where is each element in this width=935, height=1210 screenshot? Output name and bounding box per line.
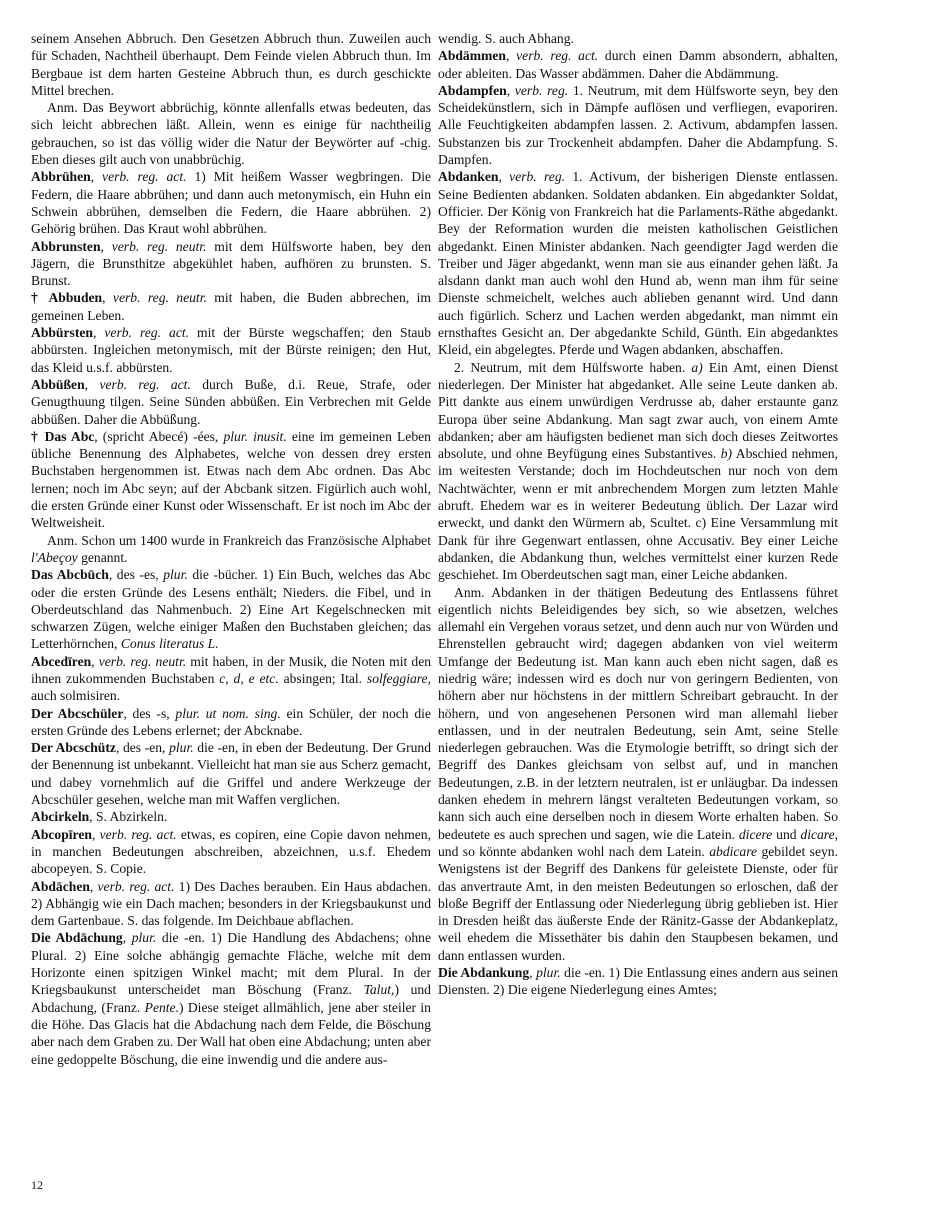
headword: Abdāchen — [31, 878, 90, 894]
entry-text: die -en, in eben der Bedeutung. Der Grund der Benennung ist unbekannt. Vielleicht hat man sie aus Scherz gemacht, und dabey vornehmlich auf die Griffel und andere Werkzeuge der Abcschüler gesehen, welche man mit Waffen verglichen. — [31, 740, 431, 808]
italic-text: plur. — [163, 567, 188, 583]
dictionary-entry — [31, 929, 431, 1067]
italic-text: verb. reg. act. — [99, 826, 177, 842]
italic-text: verb. reg. neutr. — [111, 238, 207, 254]
entry-text: , — [506, 82, 515, 98]
entry-text: , (spricht Abecé) -ées, — [94, 428, 224, 444]
entry-text: 1) Mit heißem Wasser wegbringen. Die Federn, die Haare abbrühen; und dann auch metonymisch, ein Huhn ein Schwein abbrühen, demselben die Federn, die Haare abbrühen. 2) Gehörig brühen. Das Kraut wohl abbrühen. — [31, 169, 432, 237]
right-column — [438, 30, 838, 999]
dictionary-entry — [31, 428, 431, 532]
entry-text: , — [91, 826, 100, 842]
dictionary-entry — [31, 878, 431, 930]
entry-text: ein Schüler, der noch die ersten Gründe des Lebens erlernet; der Abcknabe. — [31, 705, 431, 738]
headword: Abbürsten — [31, 325, 93, 341]
note-paragraph — [438, 584, 838, 965]
italic-text: verb. reg. act. — [99, 376, 191, 392]
entry-text: etwas, es copiren, eine Copie davon nehmen, in manchen Bedeutungen abschreiben, abzeichnen, u.s.f. Ehedem abcopeyen. S. Copie. — [31, 826, 432, 877]
dictionary-entry — [31, 653, 431, 705]
entry-text: , des -en, — [115, 740, 170, 756]
italic-text: verb. reg. act. — [516, 48, 599, 64]
dictionary-entry — [31, 808, 431, 825]
headword: † Das Abc — [31, 428, 95, 444]
entry-text: ) und Abdachung, (Franz. — [31, 982, 431, 1015]
headword: Der Abcschüler — [31, 705, 124, 721]
entry-text: , S. Abzirkeln. — [89, 809, 168, 825]
headword: Die Abdāchung — [31, 930, 123, 946]
dictionary-entry — [31, 376, 431, 428]
entry-text: genannt. — [77, 549, 128, 565]
entry-text: und so könnte abdanken wohl nach dem Latein. — [438, 843, 710, 859]
headword: Abdampfen — [438, 82, 507, 98]
entry-text: mit der Bürste wegschaffen; den Staub abbürsten. Ingleichen metonymisch, mit der Bürste reinigen; den Hut, das Kleid u.s.f. abbürsten. — [31, 325, 431, 375]
note-paragraph — [31, 99, 431, 168]
headword: Abcopīren — [31, 826, 92, 842]
entry-text: , — [84, 376, 100, 392]
entry-text: durch einen Damm absondern, abhalten, oder ableiten. Das Wasser abdämmen. Daher die Abdämmung. — [438, 48, 838, 81]
italic-text: solfeggiare, — [366, 670, 431, 686]
italic-text: verb. reg. act. — [104, 325, 190, 341]
italic-text: b) — [720, 446, 733, 462]
entry-text: gebildet seyn. Wenigstens ist der Begriff des Dankens für geleistete Dienste, oder für das anvertraute Amt, in den meisten Bedeutungen so erloschen, daß der bloße Begriff der Entlassung oder Niederlegung übrig geblieben ist. Hier in Dresden heißt das äußerste Ende der Ränitz-Gasse der Abdankeplatz, weil ehedem die Missethäter bis dahin den Staupbesen bekamen, und dann entlassen wurden. — [438, 843, 838, 963]
entry-text: , — [102, 290, 113, 306]
italic-text: a) — [691, 359, 703, 375]
dictionary-entry — [31, 238, 431, 290]
entry-text: , — [498, 169, 510, 185]
italic-text: verb. reg. — [514, 82, 569, 98]
entry-text: und — [772, 826, 801, 842]
entry-text: die -en. 1) Die Entlassung eines andern aus seinen Diensten. 2) Die eigene Niederlegung eines Amtes; — [438, 965, 839, 998]
entry-text: die -en. 1) Die Handlung des Abdachens; ohne Plural. 2) Eine solche abhängig gemachte Fläche, welche mit dem Horizonte einen spitzigen Winkel macht; mit dem Plural. In der Kriegsbaukunst unterscheidet man Böschung (Franz. — [31, 930, 431, 998]
dictionary-entry — [438, 964, 838, 999]
headword: Die Abdankung — [438, 965, 530, 981]
entry-text: auch solmisiren. — [31, 688, 121, 704]
entry-text: , — [92, 325, 105, 341]
italic-text: verb. reg. — [509, 169, 566, 185]
dictionary-entry — [438, 47, 838, 82]
italic-text: verb. reg. neutr. — [98, 653, 187, 669]
entry-text: mit haben, in der Musik, die Noten mit den ihnen zukommenden Buchstaben — [31, 653, 432, 686]
headword: Abdämmen — [438, 48, 506, 64]
entry-text: , — [89, 878, 98, 894]
headword: Abbrunsten — [31, 238, 101, 254]
entry-text: 1. Neutrum, mit dem Hülfsworte seyn, bey den Scheidekünstlern, sich in Dämpfe auflösen und verfliegen, evaporiren. Alle Feuchtigkeiten abdampfen lassen. 2. Activum, abdampfen lassen. Substanzen bis zur Trockenheit abdampfen. Daher die Abdampfung. S. Dampfen. — [438, 82, 838, 168]
dictionary-entry — [31, 566, 431, 652]
headword: Abbüßen — [31, 376, 85, 392]
dictionary-entry — [31, 826, 431, 878]
headword: Der Abcschütz — [31, 740, 116, 756]
note-paragraph — [31, 532, 431, 567]
entry-text: seinem Ansehen Abbruch. Den Gesetzen Abbruch thun. Zuweilen auch für Schaden, Nachtheil überhaupt. Dem Feinde vielen Abbruch thun. Im Bergbaue ist dem harten Gesteine Abbruch thun, es durch geschickte Mittel brechen. — [31, 31, 431, 98]
dictionary-entry — [31, 30, 431, 99]
page-number: 12 — [31, 1178, 43, 1192]
entry-text: die -bücher. 1) Ein Buch, welches das Abc oder die ersten Gründe des Lesens enthält; Nieders. die Fibel, und in Oberdeutschland das Nahmenbuch. 2) Eine Art Kegelschnecken mit schwarzen Zügen, welche einiger Maßen den Buchstaben gleichen; das Letterhörnchen, — [31, 567, 431, 652]
italic-text: plur. — [536, 965, 561, 981]
italic-text: l'Abeçoy — [31, 549, 78, 565]
italic-text: plur. inusit. — [223, 428, 287, 444]
entry-text: , — [505, 48, 517, 64]
italic-text: verb. reg. act. — [102, 169, 187, 185]
entry-text: , — [100, 238, 112, 254]
dictionary-entry — [31, 324, 431, 376]
entry-text: Anm. Das Beywort abbrüchig, könnte allenfalls etwas bedeuten, das sich leicht abbrechen läßt. Allein, wenn es einige für nachtheilig gebrauchen, so ist das völlig wider die Natur der Beywörter auf -chig. Eben dieses gilt auch von unabbrüchig. — [31, 100, 431, 168]
dictionary-entry — [438, 30, 838, 47]
italic-text: Conus literatus L. — [120, 636, 219, 652]
entry-text: Ein Amt, einen Dienst niederlegen. Der Minister hat abgedanket. Alle seine Leute danken ab. Pitt dankte aus einem unwürdigen Verdrusse ab, daher erstaunte ganz Europa über seine Abdankung. Man sagt zwar auch, von einem Amte abdanken; aber am häufigsten bedienet man sich doch dieses Zeitwortes absolute, und ohne Beyfügung eines Substantives. — [438, 359, 839, 462]
entry-text: , — [90, 169, 103, 185]
italic-text: plur. — [169, 740, 194, 756]
entry-text: eine im gemeinen Leben übliche Benennung des Alphabetes, welche von dessen drey ersten Buchstaben hergenommen ist. Etwas nach dem Abc ordnen. Das Abc lernen; noch im Abc seyn; auf der Abcbank sitzen. Figürlich auch wohl, die ersten Gründe einer Kunst oder Wissenschaft. Er ist noch im Abc der Weltweisheit. — [31, 428, 431, 531]
entry-text: 1. Activum, der bisherigen Dienste entlassen. Seine Bedienten abdanken. Soldaten abdanken. Ein abgedankter Soldat, Officier. Der König von Frankreich hat die Parlaments-Räthe abgedankt. Bey der Reformation wurden die meisten katholischen Geistlichen abgedankt. Einen Minister abdanken. Nach geendigter Jagd werden die Treiber und Jäger abgedankt, wenn man sie aus einander gehen läßt. Ja alsdann dankt man auch wohl den Hund ab, wenn man ihm für seine Dienste schmeichelt, welches auch ablieben genannt wird. Und dann auch figürlich. Scherz und Lachen werden abgedankt, man nimmt ein ernsthaftes Gesicht an. Der abgedankte Schild, Günth. Ein abgedanktes Kleid, ein abgelegtes. Pferde und Wagen abdanken, abschaffen. — [438, 169, 838, 358]
headword: Abcirkeln — [31, 809, 90, 825]
dictionary-entry — [31, 168, 431, 237]
headword: Abcedīren — [31, 653, 92, 669]
entry-text: , des -s, — [123, 705, 176, 721]
dictionary-entry — [31, 289, 431, 324]
entry-text: ) Diese steiget allmählich, jene aber steiler in die Höhe. Das Glacis hat die Abdachung nach dem Felde, die Böschung aber nach dem Graben zu. Der Wall hat oben eine Abdachung; unten aber eine gedoppelte Böschung, die eine inwendig und die andere aus- — [31, 999, 431, 1067]
headword: † Abbuden — [31, 290, 103, 306]
headword: Abdanken — [438, 169, 499, 185]
entry-text: Anm. Abdanken in der thätigen Bedeutung des Entlassens führet eigentlich nichts Beleidigendes bey sich, so wie absetzen, welches allemahl ein Vergehen voraus setzet, und denn auch nur von Würden und Ehrenstellen gebraucht wird; dagegen abdanken von viel weiterm Umfange der Bedeutung ist. Man kann auch eben nicht sagen, daß es niedrig wäre; indessen wird es doch nur von geringern Bedienten, von höhern aber nur höchstens in der mittlern Schreibart gebraucht. In der höhern, und von angesehenen Personen wird man allemahl lieber entlassen, und in der neutralen Bedeutung, sein Amt, seine Stelle niederlegen gebrauchen. Was die Etymologie betrifft, so dringt sich der Begriff des Dankes gleichsam von selbst auf, und in manchen Bedeutungen, z.B. in der letztern neutralen, ist er unläugbar. Da indessen danken ehedem in mehrern längst veralteten Bedeutungen vorkam, so kann sich auch eine derselben noch in diesem Worte erhalten haben. So bedeutete es auch sprechen und sagen, wie die Latein. — [438, 584, 838, 842]
dictionary-entry — [438, 82, 838, 168]
italic-text: Talut, — [363, 982, 395, 998]
dictionary-entry — [438, 168, 838, 358]
entry-text: Abschied nehmen, im weitesten Verstande; doch im Hochdeutschen nur noch von dem Nachtwächter, wenn er mit anbrechendem Morgen zum letzten Mahle abruft. Ehedem war es in weiterer Bedeutung üblich. Der Lazar wird erweckt, und dankt den Würmern ab, Scultet. c) Eine Versammlung mit Dank für ihre Gegenwart entlassen, ohne Accusativ. Bey einer Leiche abdanken, die Abdankung thun, welches vermittelst einer kurzen Rede geschiehet. Im Oberdeutschen sagt man, einer Leiche abdanken. — [438, 446, 838, 583]
italic-text: verb. reg. neutr. — [112, 290, 207, 306]
note-paragraph — [438, 359, 838, 584]
entry-text: durch Buße, d.i. Reue, Strafe, oder Genugthuung tilgen. Seine Sünden abbüßen. Ein Verbrechen mit Gelde abbüßen. Daher die Abbüßung. — [31, 376, 431, 427]
entry-text: 2. Neutrum, mit dem Hülfsworte haben. — [454, 359, 692, 375]
entry-text: wendig. S. auch Abhang. — [438, 31, 574, 46]
italic-text: c, d, e etc. — [219, 670, 279, 686]
entry-text: mit haben, die Buden abbrechen, im gemeinen Leben. — [31, 290, 431, 323]
italic-text: dicere — [738, 826, 773, 842]
italic-text: plur. ut nom. sing. — [175, 705, 281, 721]
italic-text: abdicare — [709, 843, 758, 859]
entry-text: mit dem Hülfsworte haben, bey den Jägern, die Brunsthitze abgekühlet haben, aufhören zu brunsten. S. Brunst. — [31, 238, 431, 289]
italic-text: Pente. — [144, 999, 179, 1015]
entry-text: , des -es, — [108, 567, 164, 583]
entry-text: , — [529, 965, 537, 981]
entry-text: Anm. Schon um 1400 wurde in Frankreich das Französische Alphabet — [47, 532, 431, 548]
headword: Das Abcbūch — [31, 567, 109, 583]
left-column — [31, 30, 431, 1068]
entry-text: , — [122, 930, 132, 946]
dictionary-entry — [31, 739, 431, 808]
dictionary-entry — [31, 705, 431, 740]
entry-text: , — [91, 653, 99, 669]
headword: Abbrühen — [31, 169, 91, 185]
italic-text: plur. — [131, 930, 157, 946]
entry-text: absingen; Ital. — [278, 670, 367, 686]
entry-text: 1) Des Daches berauben. Ein Haus abdachen. 2) Abhängig wie ein Dach machen; besonders in der Kriegsbaukunst und dem Gartenbaue. S. das folgende. Im Deichbaue abflachen. — [31, 878, 431, 929]
italic-text: dicare, — [800, 826, 839, 842]
italic-text: verb. reg. act. — [97, 878, 175, 894]
